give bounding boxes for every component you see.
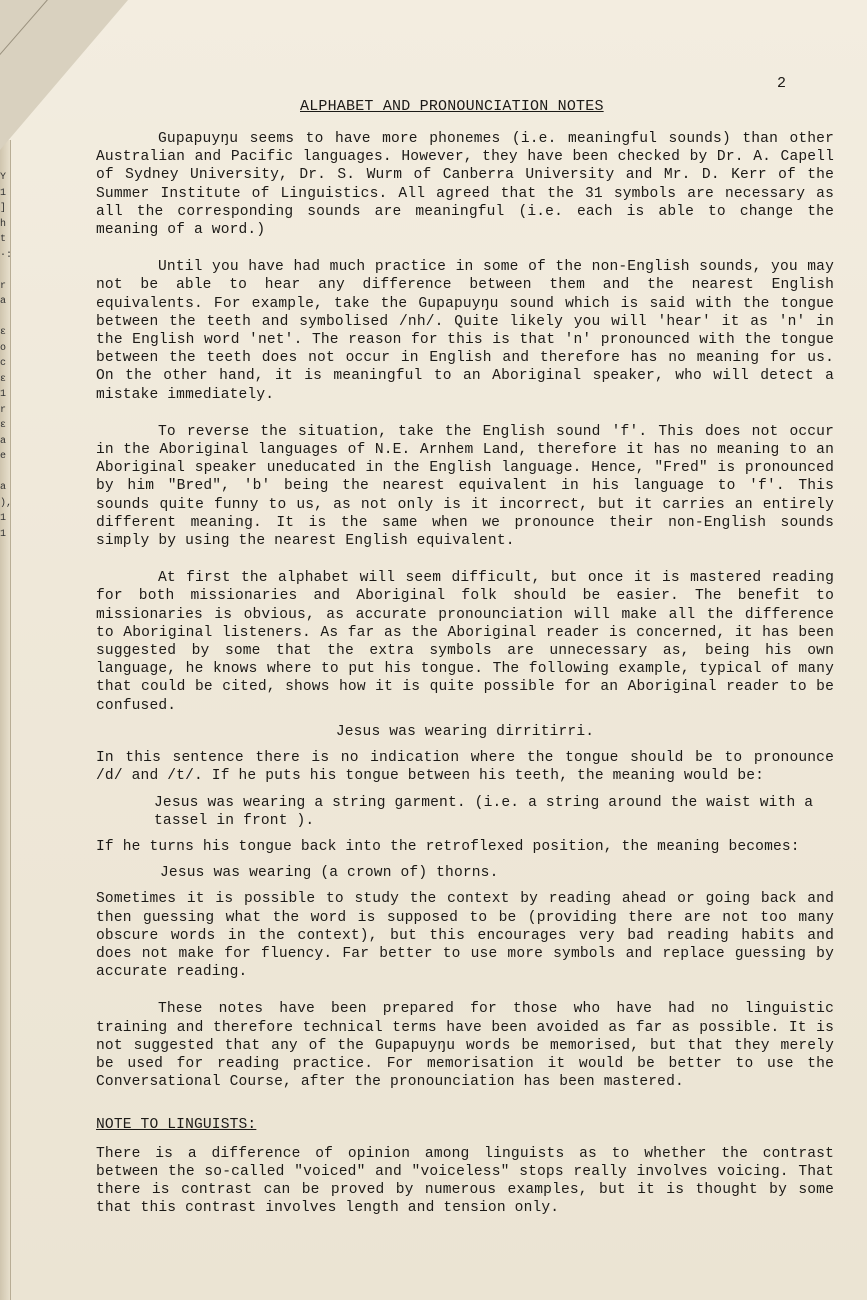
note-to-linguists-text: There is a difference of opinion among linguists as to whether the contrast between the so-called "voiced" and "voiceless" stops really involves voicing. That there is contrast can be proved by numerous examples, but it is thought by some that this contrast involves length and tension only.	[96, 1145, 834, 1217]
margin-mark: 1	[0, 528, 7, 540]
margin-mark: c	[0, 358, 7, 369]
margin-mark: o	[0, 342, 7, 354]
paragraph-no-indication: In this sentence there is no indication where the tongue should be to pronounce /d/ and /t/. If he puts his tongue between his teeth, the meaning would be:	[96, 750, 834, 785]
margin-mark: r	[0, 280, 7, 292]
margin-marks	[0, 170, 13, 542]
paragraph-context-guessing: Sometimes it is possible to study the context by reading ahead or going back and then guessing what the word is supposed to be (providing there are not too many obscure words in the context), but this encourages very bad reading habits and does not make for fluency. Far better to use more symbols and replace guessing by accurate reading.	[96, 891, 834, 981]
page-number: 2	[777, 75, 787, 92]
margin-mark	[0, 465, 10, 481]
margin-mark: t	[0, 234, 7, 245]
margin-mark	[0, 263, 10, 279]
paragraph-retroflexed: If he turns his tongue back into the retroflexed position, the meaning becomes:	[96, 838, 800, 855]
margin-mark: ɛ	[0, 373, 7, 385]
margin-mark: ɛ	[0, 420, 7, 431]
margin-mark: 1	[0, 513, 7, 524]
margin-mark: ɛ	[0, 327, 7, 338]
paragraph-alphabet-difficult: At first the alphabet will seem difficult, but once it is mastered reading for both missionaries and Aboriginal folk should be easier. The benefit to missionaries is obvious, as accurate pronounciation will make all the difference to Aboriginal listeners. As far as the Aboriginal reader is concerned, it has been suggested by some that the extra symbols are unnecessary as, being his own language, he knows where to put his tongue. The following example, typical of many that could be cited, shows how it is quite possible for an Aboriginal reader to be confused.	[96, 570, 834, 714]
margin-mark: ]	[0, 203, 7, 214]
example-sentence-1: Jesus was wearing dirritirri.	[335, 723, 595, 740]
folded-corner	[0, 0, 128, 150]
margin-mark: a	[0, 482, 7, 493]
margin-mark: a	[0, 296, 7, 307]
paragraph-phonemes: Gupapuyŋu seems to have more phonemes (i.e. meaningful sounds) than other Australian and Pacific languages. However, they have been checked by Dr. A. Capell of Sydney University, Dr. S. Wurm of Canberra University and Mr. D. Kerr of the Summer Institute of Linguistics. All agreed that the 31 symbols are necessary as all the corresponding sounds are meaningful (i.e. each is able to change the meaning of a word.)	[96, 131, 834, 239]
margin-mark: r	[0, 404, 7, 416]
paragraph-notes-prepared: These notes have been prepared for those who have had no linguistic training and therefore technical terms have been avoided as far as possible. It is not suggested that any of the Gupapuyŋu words be memorised, but that they merely be used for reading practice. For memorisation it would be better to use the Conversational Course, after the pronounciation has been mastered.	[96, 1001, 834, 1091]
example-sentence-3: Jesus was wearing (a crown of) thorns.	[160, 865, 499, 882]
margin-mark: 1	[0, 187, 7, 199]
margin-mark: 1	[0, 389, 7, 400]
margin-mark: ·:	[0, 249, 13, 261]
margin-mark: e	[0, 451, 7, 462]
page-title: ALPHABET AND PRONOUNCIATION NOTES	[300, 98, 604, 115]
paragraph-non-english-sounds: Until you have had much practice in some of the non-English sounds, you may not be able to hear any difference between them and the nearest English equivalents. For example, take the Gupapuyŋu sound which is said with the tongue between the teeth and symbolised /nh/. Quite likely you will 'hear' it as 'n' in the English word 'net'. The reason for this is that 'n' pronounced with the tongue between the teeth does not occur in English and therefore has no meaning for us. On the other hand, it is meaningful to an Aboriginal speaker, who will detect a mistake immediately.	[96, 259, 834, 403]
document-body	[96, 130, 834, 1236]
margin-mark: a	[0, 435, 7, 447]
example-sentence-2: Jesus was wearing a string garment. (i.e. a string around the waist with a tassel in front ).	[154, 794, 814, 829]
margin-mark	[0, 310, 10, 326]
margin-mark: h	[0, 218, 7, 230]
note-to-linguists-heading: NOTE TO LINGUISTS:	[96, 1117, 257, 1134]
paragraph-reverse-situation: To reverse the situation, take the English sound 'f'. This does not occur in the Aboriginal languages of N.E. Arnhem Land, therefore it has no meaning to an Aboriginal speaker uneducated in the English language. Hence, "Fred" is pronounced by him "Bred", 'b' being the nearest equivalent in his language to 'f'. This sounds quite funny to us, as not only is it incorrect, but it carries an entirely different meaning. It is the same when we pronounce their non-English sounds simply by using the nearest English equivalent.	[96, 423, 834, 550]
margin-mark: ),	[0, 497, 13, 509]
margin-mark: Y	[0, 172, 7, 183]
